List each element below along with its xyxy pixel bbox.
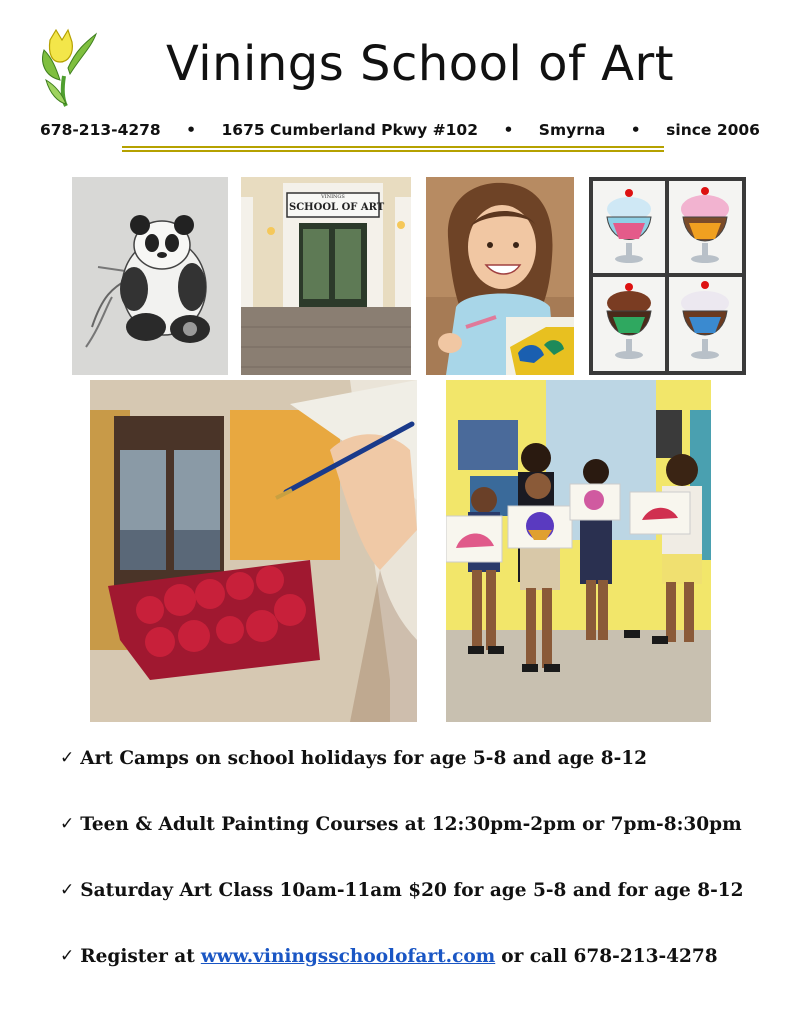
checkmark-icon: ✓ bbox=[60, 748, 75, 768]
register-prefix: Register at bbox=[80, 946, 195, 967]
storefront-sign: SCHOOL OF ART bbox=[289, 202, 385, 213]
list-item bbox=[60, 814, 780, 880]
phone-number: 678-213-4278 bbox=[40, 121, 161, 139]
register-suffix: or call 678-213-4278 bbox=[501, 946, 718, 967]
website-link[interactable]: www.viningsschoolofart.com bbox=[200, 946, 496, 967]
saturday-class-text: Saturday Art Class 10am-11am $20 for age 5-8 and for age 8-12 bbox=[80, 880, 744, 901]
street-address: 1675 Cumberland Pkwy #102 bbox=[221, 121, 478, 139]
separator-dot: • bbox=[630, 121, 641, 139]
art-camps-text: Art Camps on school holidays for age 5-8 and age 8-12 bbox=[80, 748, 648, 769]
girl-painting-photo bbox=[426, 177, 574, 375]
tulip-logo bbox=[36, 28, 98, 108]
separator-dot: • bbox=[186, 121, 197, 139]
header-rule bbox=[122, 146, 664, 148]
checkmark-icon: ✓ bbox=[60, 946, 75, 966]
header-rule bbox=[122, 150, 664, 152]
checkmark-icon: ✓ bbox=[60, 880, 75, 900]
storefront-photo bbox=[241, 177, 411, 375]
founded-year: since 2006 bbox=[666, 121, 760, 139]
painting-courses-text: Teen & Adult Painting Courses at 12:30pm-2pm or 7pm-8:30pm bbox=[80, 814, 742, 835]
separator-dot: • bbox=[503, 121, 514, 139]
contact-info-bar bbox=[40, 118, 760, 142]
school-title: Vinings School of Art bbox=[165, 36, 675, 92]
storefront-sign-top: VININGS bbox=[321, 194, 345, 200]
sundae-paintings-photo bbox=[589, 177, 746, 375]
city-name: Smyrna bbox=[538, 121, 606, 139]
window-painting-photo bbox=[90, 380, 417, 722]
list-item bbox=[60, 748, 780, 814]
list-item bbox=[60, 880, 780, 946]
panda-drawing-photo bbox=[72, 177, 228, 375]
list-item bbox=[60, 946, 780, 1012]
checkmark-icon: ✓ bbox=[60, 814, 75, 834]
students-group-photo bbox=[446, 380, 711, 722]
program-list bbox=[60, 748, 780, 1012]
